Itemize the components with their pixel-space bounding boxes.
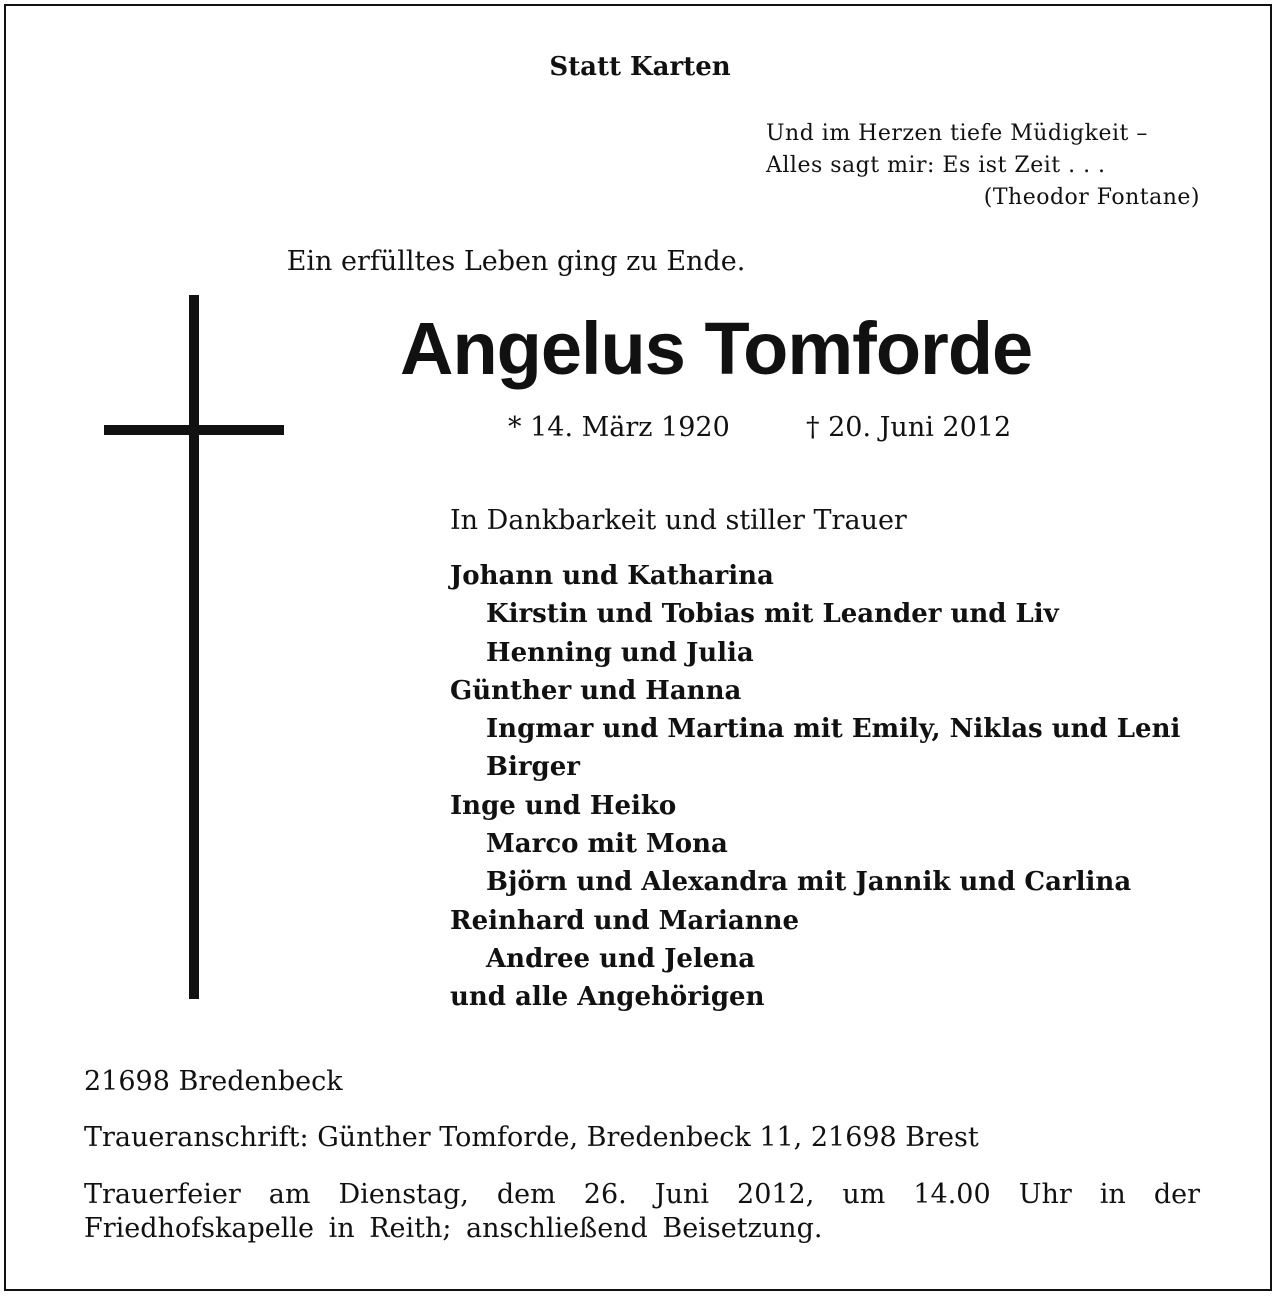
quote-line-1: Und im Herzen tiefe Müdigkeit – xyxy=(766,121,1148,146)
mourning-address: Traueranschrift: Günther Tomforde, Bredenbeck 11, 21698 Brest xyxy=(84,1122,979,1153)
statt-karten-text: Statt Karten xyxy=(549,52,731,82)
funeral-ceremony-info xyxy=(84,1178,1200,1246)
statt-karten-heading xyxy=(0,52,1280,82)
mourner-line: Ingmar und Martina mit Emily, Niklas und Leni xyxy=(486,714,1181,745)
place-line: 21698 Bredenbeck xyxy=(84,1066,343,1097)
mourner-line: Marco mit Mona xyxy=(486,829,728,860)
mourner-line: Henning und Julia xyxy=(486,637,754,668)
mourner-line: Günther und Hanna xyxy=(450,675,742,706)
mourner-line: Reinhard und Marianne xyxy=(450,905,800,936)
quote-author: (Theodor Fontane) xyxy=(983,185,1200,210)
thanks-line: In Dankbarkeit und stiller Trauer xyxy=(450,505,907,536)
mourners-list xyxy=(450,557,1230,1017)
mourner-line: Andree und Jelena xyxy=(486,943,756,974)
mourner-line: und alle Angehörigen xyxy=(450,982,765,1013)
ceremony-line-1: Trauerfeier am Dienstag, dem 26. Juni 2012, um 14.00 Uhr in der xyxy=(84,1179,1200,1210)
quote-line-2: Alles sagt mir: Es ist Zeit . . . xyxy=(766,153,1106,178)
mourner-line: Björn und Alexandra mit Jannik und Carlina xyxy=(486,867,1132,898)
mourner-line: Johann und Katharina xyxy=(450,561,774,591)
cross-horizontal-bar xyxy=(104,425,284,435)
mourner-line: Kirstin und Tobias mit Leander und Liv xyxy=(486,599,1059,630)
cross-vertical-bar xyxy=(189,295,199,999)
mourner-line: Inge und Heiko xyxy=(450,790,677,821)
death-date: † 20. Juni 2012 xyxy=(806,412,1012,443)
fontane-quote xyxy=(766,118,1200,214)
intro-line xyxy=(0,246,1280,277)
mourner-line: Birger xyxy=(486,752,580,783)
deceased-name: Angelus Tomforde xyxy=(400,307,1033,390)
birth-date: * 14. März 1920 xyxy=(508,412,730,443)
intro-text: Ein erfülltes Leben ging zu Ende. xyxy=(286,246,746,277)
ceremony-line-2: Friedhofskapelle in Reith; anschließend Beisetzung. xyxy=(84,1213,823,1244)
